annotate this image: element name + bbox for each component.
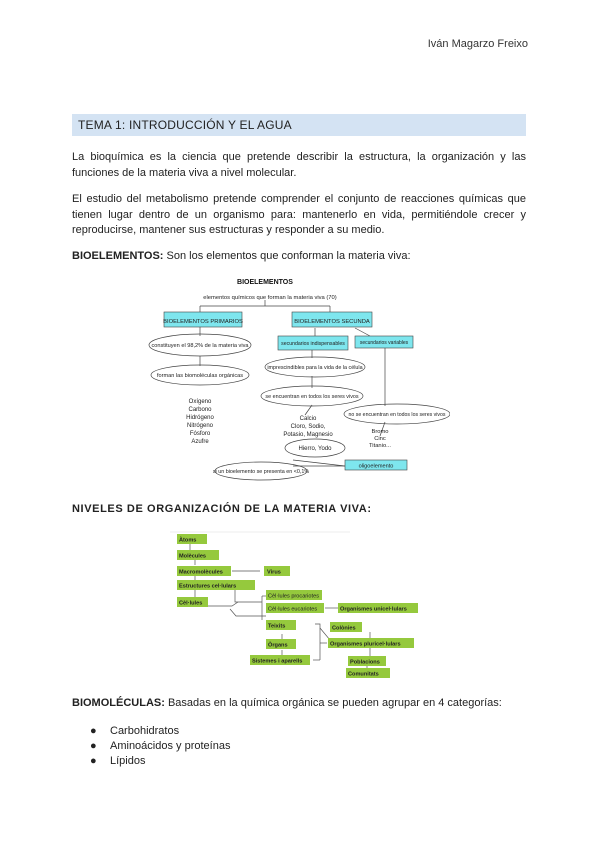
diagram-subtitle: elementos químicos que forman la materia viva (70) [203, 295, 337, 301]
node-secundarios: BIOELEMENTOS SECUNDA [294, 319, 370, 325]
primary-element: Oxígeno [188, 399, 212, 405]
primary-element: Azufre [191, 439, 209, 445]
primary-element: Hidrógeno [186, 415, 214, 421]
variable-element: Bromo [371, 429, 389, 435]
bioelementos-line [72, 250, 411, 262]
level-molecules: Molècules [179, 553, 207, 560]
author-name: Iván Magarzo Freixo [427, 38, 528, 50]
primary-element: Nitrógeno [186, 423, 214, 429]
primary-element: Fósforo [189, 431, 211, 437]
node-variables: secundarios variables [359, 340, 409, 346]
level-multicellular: Organismes pluricel·lulars [330, 641, 401, 648]
level-atoms: Àtoms [179, 537, 197, 544]
level-eukaryotes: Cèl·lules eucariotes [268, 606, 318, 613]
node-biomoleculas: forman las biomoléculas orgánicas [156, 373, 244, 379]
level-colonies: Colònies [332, 625, 356, 632]
node-encuentran: se encuentran en todos los seres vivos [265, 394, 359, 400]
list-item: ● Lípidos [90, 755, 146, 767]
node-constituyen: constituyen el 98,2% de la materia viva [151, 343, 249, 349]
variable-element: Titanio... [368, 443, 392, 449]
bioelementos-text: Son los elementos que conforman la materia viva: [163, 250, 411, 262]
node-oligoelemento: oligoelemento [358, 463, 394, 470]
niveles-diagram [170, 528, 430, 688]
biomoleculas-line [72, 697, 502, 709]
list-item: ● Aminoácidos y proteínas [90, 740, 231, 752]
secondary-element: Calcio [299, 416, 317, 422]
node-indispensables: secundarios indispensables [281, 341, 345, 347]
level-organs: Òrgans [268, 642, 288, 649]
node-imprescindibles: imprescindibles para la vida de la célula [267, 365, 363, 371]
diagram-title: BIOELEMENTOS [237, 279, 293, 286]
list-item: ● Carbohidratos [90, 725, 180, 737]
paragraph-intro: La bioquímica es la ciencia que pretende describir la estructura, la organización y las funciones de la materia viva a nivel molecular. [72, 151, 526, 179]
level-tissues: Teixits [268, 623, 286, 630]
bioelementos-label: BIOELEMENTOS: [72, 250, 164, 262]
level-cells: Cèl·lules [179, 600, 203, 607]
level-unicellular: Organismes unicel·lulars [340, 606, 407, 613]
primary-element: Carbono [188, 407, 212, 413]
level-communities: Comunitats [348, 671, 379, 678]
biomoleculas-label: BIOMOLÉCULAS: [72, 697, 165, 709]
level-cell-structures: Estructures cel·lulars [179, 583, 237, 590]
paragraph-metabolism: El estudio del metabolismo pretende comprender el conjunto de reacciones químicas que tienen lugar dentro de un organismo para: mantenerlo en vida, permitiéndole crecer y reproducirse, mantener sus estructuras y responder a su medio. [72, 193, 526, 236]
page-title: TEMA 1: INTRODUCCIÓN Y EL AGUA [78, 118, 292, 132]
level-populations: Poblacions [350, 659, 380, 666]
level-macromolecules: Macromolècules [179, 569, 223, 576]
secondary-element: Potasio, Magnesio [283, 432, 333, 438]
level-systems: Sistemes i aparells [252, 658, 303, 665]
variable-element: Cinc [374, 436, 386, 442]
level-prokaryotes: Cèl·lules procariotes [268, 593, 319, 600]
secondary-element: Hierro, Yodo [298, 446, 332, 452]
biomoleculas-list [90, 724, 230, 769]
node-no-encuentran: no se encuentran en todos los seres vivos [348, 412, 446, 418]
biomoleculas-text: Basadas en la química orgánica se pueden agrupar en 4 categorías: [164, 697, 502, 709]
niveles-title: NIVELES DE ORGANIZACIÓN DE LA MATERIA VIVA: [72, 503, 372, 515]
bioelementos-diagram [140, 272, 450, 490]
level-virus: Virus [267, 569, 281, 576]
secondary-element: Cloro, Sodio, [290, 424, 326, 430]
node-primarios: BIOELEMENTOS PRIMARIOS [163, 319, 243, 325]
node-oligo-condition: si un bioelemento se presenta en <0,1% [212, 469, 310, 475]
